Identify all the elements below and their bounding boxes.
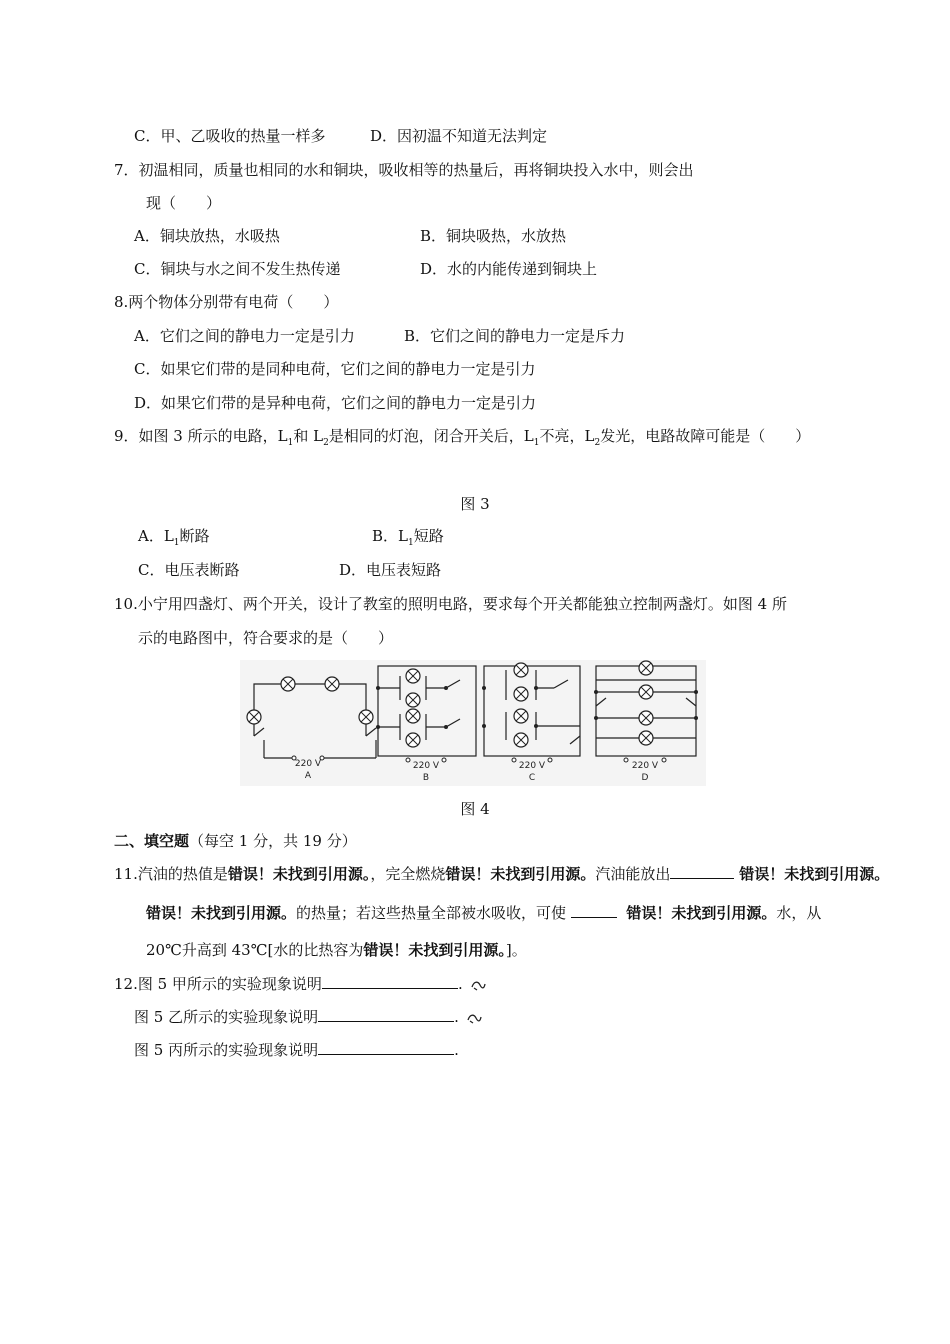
option-text: B．L xyxy=(372,527,408,545)
answer-blank[interactable] xyxy=(322,974,458,989)
option-text: 短路 xyxy=(413,527,444,545)
q11-line2 xyxy=(146,903,821,923)
q11-error-ref: 错误！未找到引用源。 xyxy=(227,865,371,883)
q6-option-c: C．甲、乙吸收的热量一样多 xyxy=(134,127,326,145)
q11-text: 的热量；若这些热量全部被水吸收，可使 xyxy=(296,904,567,922)
panel-d-label: D xyxy=(641,773,649,783)
q9-option-a xyxy=(138,526,210,553)
q9-option-b xyxy=(372,526,444,553)
q11-error-ref: 错误！未找到引用源。 xyxy=(146,904,297,922)
q10-stem-line1: 10.小宁用四盏灯、两个开关，设计了教室的照明电路，要求每个开关都能独立控制两盏灯。如图 4 所 xyxy=(114,595,787,613)
scribble-mark-icon xyxy=(466,1012,482,1024)
answer-blank[interactable] xyxy=(318,1040,454,1055)
section-2-note: （每空 1 分，共 19 分） xyxy=(189,832,357,850)
q12-text: 12.图 5 甲所示的实验现象说明 xyxy=(114,975,322,993)
panel-c-voltage: 220 V xyxy=(518,761,546,771)
panel-b-label: B xyxy=(422,773,430,783)
q7-stem-line2: 现（ ） xyxy=(146,194,222,212)
panel-a-voltage: 220 V xyxy=(294,759,322,769)
q8-stem: 8.两个物体分别带有电荷（ ） xyxy=(114,293,339,311)
q11-error-ref: 错误！未找到引用源。 xyxy=(445,865,596,883)
q12-line1 xyxy=(114,974,486,994)
figure-3-caption: 图 3 xyxy=(460,495,490,513)
q7-stem-line1: 7．初温相同，质量也相同的水和铜块，吸收相等的热量后，再将铜块投入水中，则会出 xyxy=(114,161,694,179)
q8-option-d: D．如果它们带的是异种电荷，它们之间的静电力一定是引力 xyxy=(134,394,537,412)
q9-option-c: C．电压表断路 xyxy=(138,561,240,579)
q11-error-ref: 错误！未找到引用源。 xyxy=(626,904,777,922)
section-2-title: 二、填空题 xyxy=(114,832,190,850)
figure-4-caption: 图 4 xyxy=(460,800,490,818)
q8-option-b: B．它们之间的静电力一定是斥力 xyxy=(404,327,626,345)
answer-blank[interactable] xyxy=(571,903,617,918)
q9-stem-part: 是相同的灯泡，闭合开关后，L xyxy=(328,427,534,445)
figure-4-circuits xyxy=(240,660,706,786)
period: . xyxy=(454,1041,459,1059)
panel-b-voltage: 220 V xyxy=(412,761,440,771)
q12-line3 xyxy=(134,1040,459,1060)
option-text: A．L xyxy=(138,527,174,545)
q9-stem-part: 和 L xyxy=(293,427,324,445)
q9-stem-part: 9．如图 3 所示的电路，L xyxy=(114,427,288,445)
q11-error-ref: 错误！未找到引用源。 xyxy=(363,941,506,959)
subscript: 1 xyxy=(173,538,180,548)
q9-stem-part: 不亮，L xyxy=(539,427,595,445)
q11-line1 xyxy=(114,864,889,884)
subscript: 2 xyxy=(323,438,329,448)
panel-a-label: A xyxy=(304,771,312,781)
q9-option-d: D．电压表短路 xyxy=(339,561,442,579)
q7-option-b: B．铜块吸热，水放热 xyxy=(420,227,567,245)
panel-d-voltage: 220 V xyxy=(631,761,659,771)
q11-text: ]。 xyxy=(505,941,527,959)
subscript: 1 xyxy=(407,538,414,548)
answer-blank[interactable] xyxy=(318,1007,454,1022)
q7-option-d: D．水的内能传递到铜块上 xyxy=(420,260,598,278)
q11-text: 汽油能放出 xyxy=(595,865,671,883)
q11-text: 11.汽油的热值是 xyxy=(114,865,228,883)
q6-option-d: D．因初温不知道无法判定 xyxy=(370,127,548,145)
q12-line2 xyxy=(134,1007,482,1027)
subscript: 1 xyxy=(287,438,294,448)
section-2-heading xyxy=(114,831,357,851)
q7-option-c: C．铜块与水之间不发生热传递 xyxy=(134,260,341,278)
subscript: 1 xyxy=(533,438,540,448)
period: . xyxy=(454,1008,459,1026)
subscript: 2 xyxy=(594,438,601,448)
q12-text: 图 5 乙所示的实验现象说明 xyxy=(134,1008,319,1026)
q8-option-c: C．如果它们带的是同种电荷，它们之间的静电力一定是引力 xyxy=(134,360,536,378)
scribble-mark-icon xyxy=(470,979,486,991)
q7-option-a: A．铜块放热，水吸热 xyxy=(134,227,280,245)
q11-line3 xyxy=(146,940,527,960)
answer-blank[interactable] xyxy=(670,864,734,879)
panel-c-label: C xyxy=(528,773,536,783)
q11-text: ，完全燃烧 xyxy=(370,865,446,883)
q8-option-a: A．它们之间的静电力一定是引力 xyxy=(134,327,355,345)
q11-text: 20℃升高到 43℃[水的比热容为 xyxy=(146,941,364,959)
q9-stem xyxy=(114,426,810,453)
period: . xyxy=(457,975,463,993)
q11-text: 水，从 xyxy=(776,904,822,922)
q10-stem-line2: 示的电路图中，符合要求的是（ ） xyxy=(138,629,394,647)
q11-error-ref: 错误！未找到引用源。 xyxy=(739,865,890,883)
q9-stem-part: 发光，电路故障可能是（ ） xyxy=(600,427,811,445)
option-text: 断路 xyxy=(179,527,210,545)
q12-text: 图 5 丙所示的实验现象说明 xyxy=(134,1041,319,1059)
